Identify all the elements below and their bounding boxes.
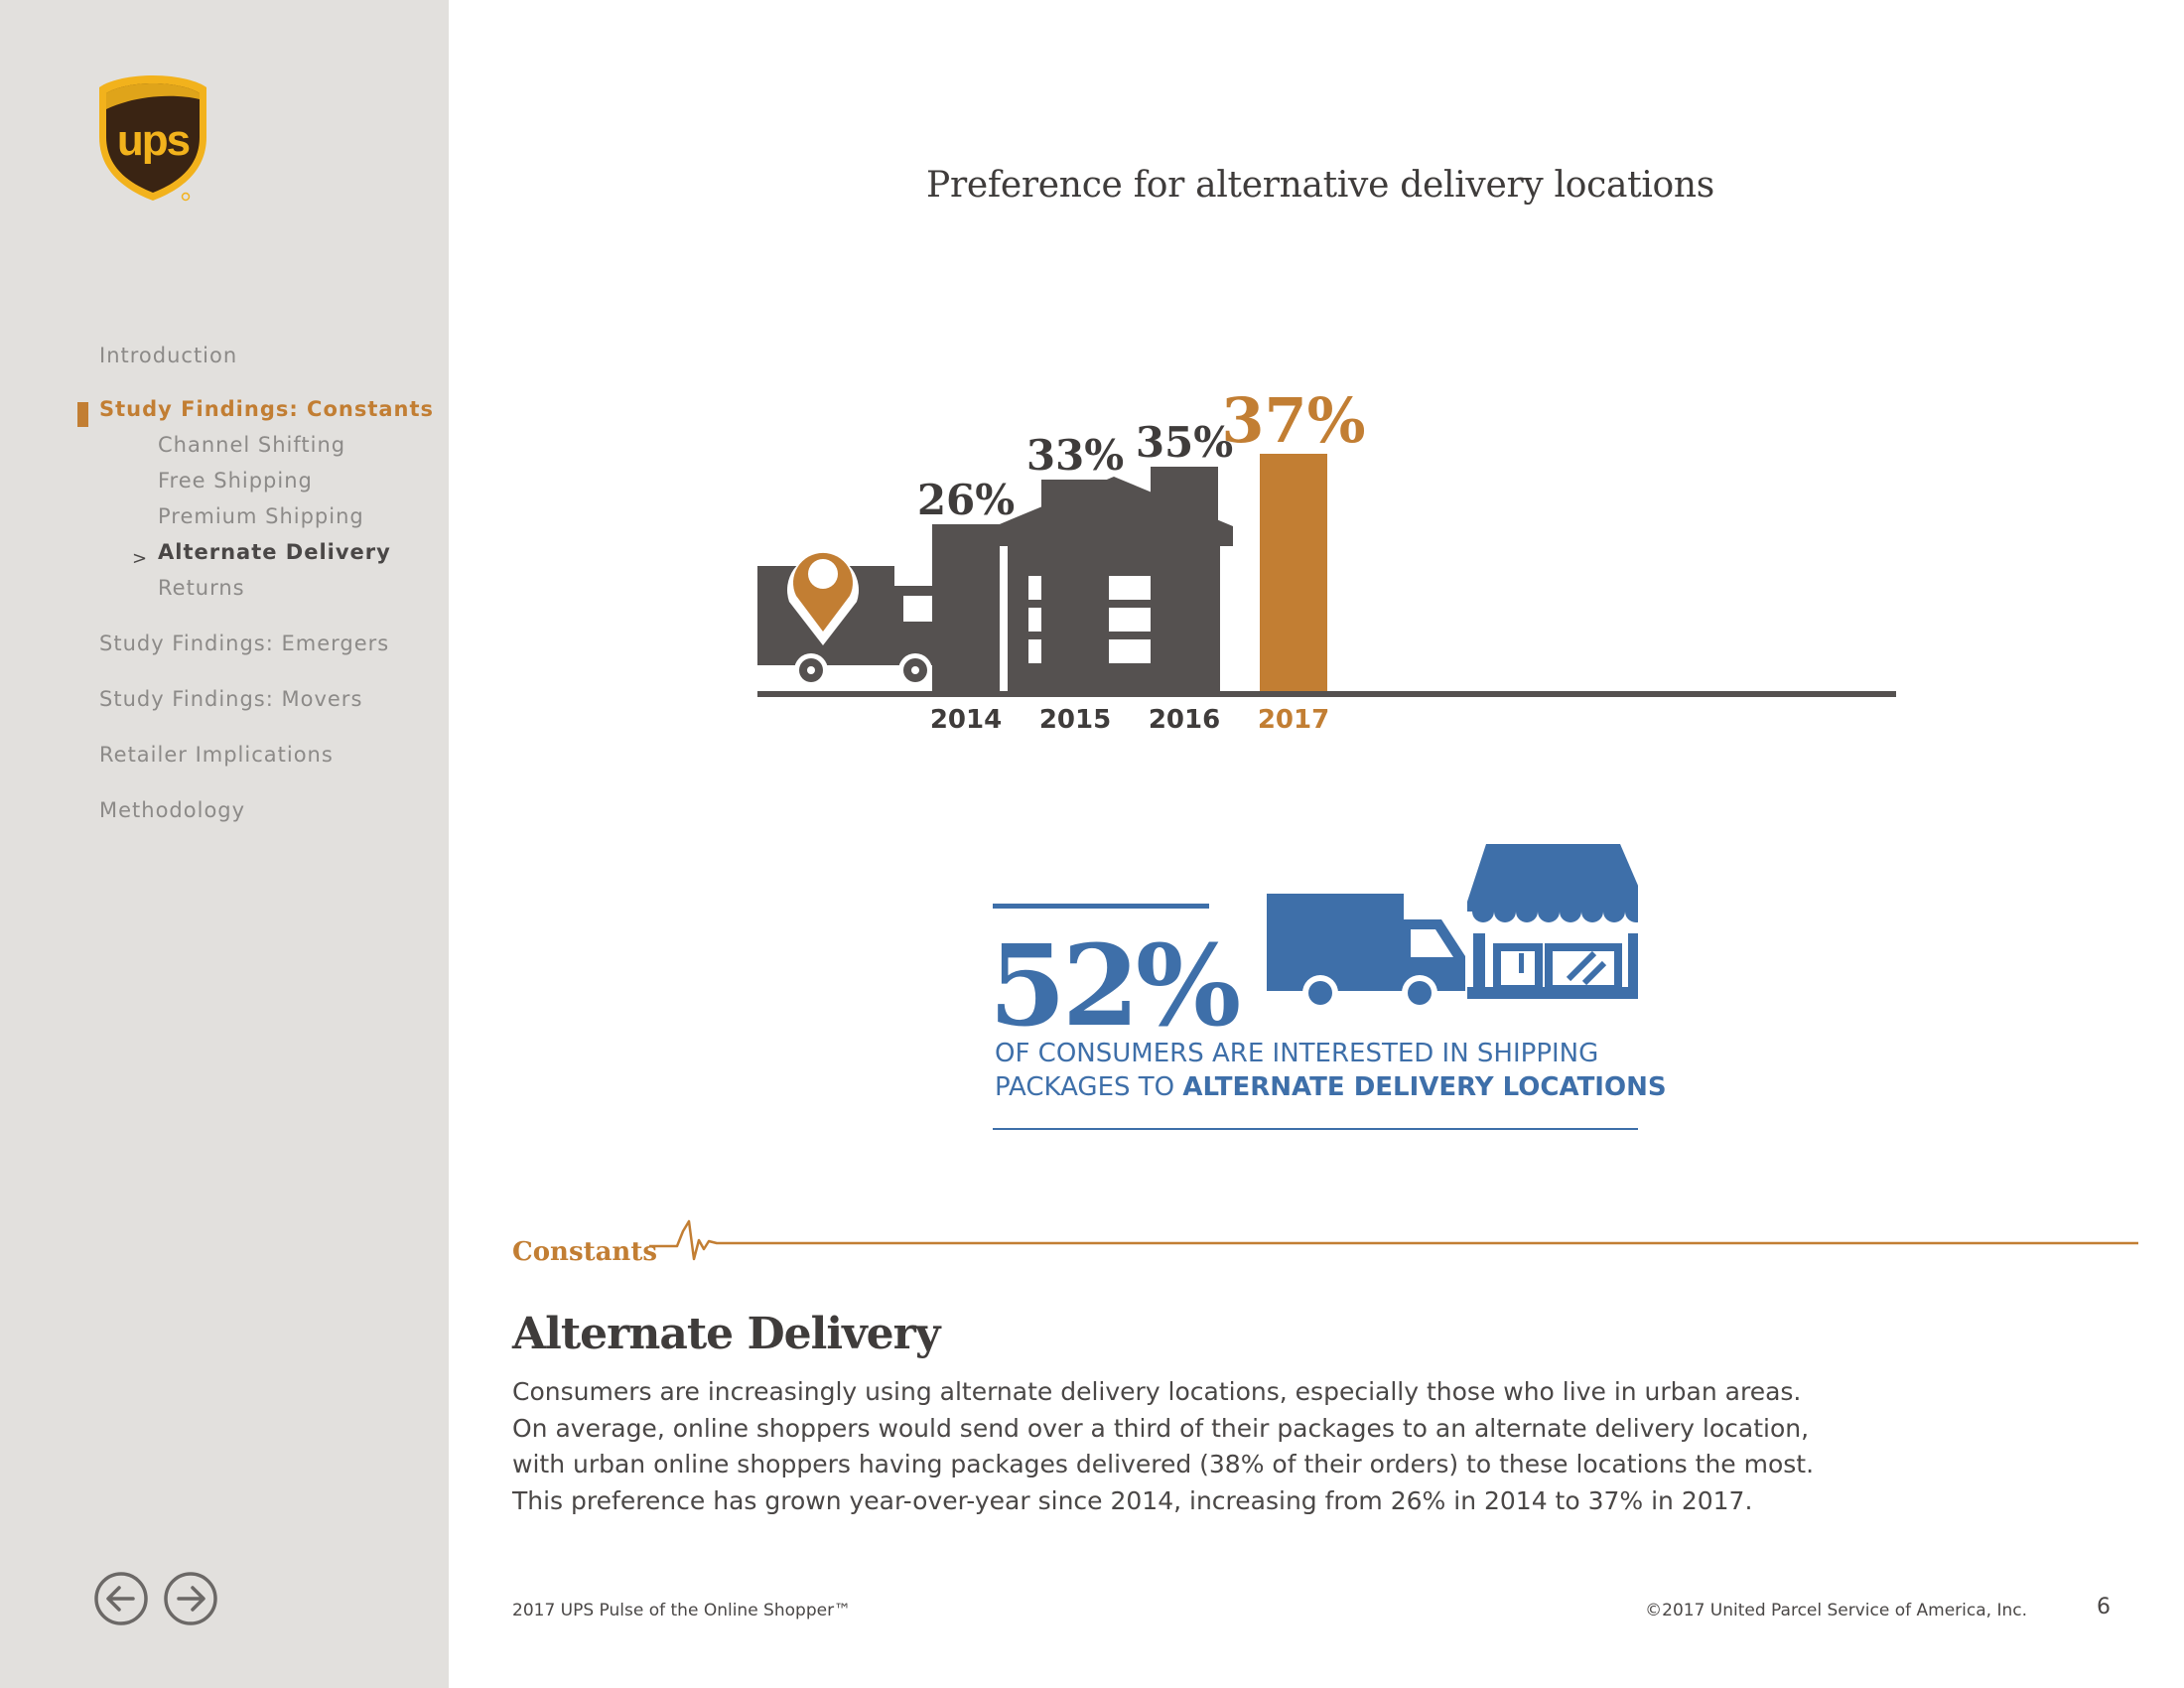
stat-caption-line-1: OF CONSUMERS ARE INTERESTED IN SHIPPING [995,1039,1599,1068]
stat-top-rule [993,904,1209,909]
sidebar-item-free-shipping[interactable]: Free Shipping [158,469,313,492]
sidebar-item-study-findings-emergers[interactable]: Study Findings: Emergers [99,632,390,655]
sidebar-item-retailer-implications[interactable]: Retailer Implications [99,743,334,767]
chart-title: Preference for alternative delivery locations [926,165,1714,206]
category-label-2016: 2016 [1148,705,1221,735]
sidebar-item-methodology[interactable]: Methodology [99,798,246,822]
stat-caption-prefix: PACKAGES TO [995,1072,1183,1102]
arrow-right-circle-icon[interactable] [163,1571,218,1626]
footer-report-title: 2017 UPS Pulse of the Online Shopper™ [512,1601,852,1620]
svg-text:ups: ups [116,116,190,165]
body-line: Consumers are increasingly using alternate delivery locations, especially those who live in urban areas. [512,1377,1802,1406]
bar-2016 [1151,467,1218,691]
bar-chart [735,288,1926,745]
arrow-left-circle-icon[interactable] [93,1571,149,1626]
footer-copyright: ©2017 United Parcel Service of America, Inc. [1645,1601,2027,1620]
section-tag: Constants [512,1237,657,1267]
sidebar-item-study-findings-movers[interactable]: Study Findings: Movers [99,687,363,711]
page-number: 6 [2097,1595,2111,1619]
sidebar-item-study-findings-constants[interactable]: Study Findings: Constants [99,397,435,421]
category-label-2015: 2015 [1038,705,1112,735]
stat-value: 52% [989,921,1238,1052]
body-text [512,1374,1843,1519]
stat-callout [989,842,1667,1130]
category-label-2017: 2017 [1257,705,1330,735]
active-section-marker [77,402,88,427]
bar-2015 [1041,480,1109,691]
current-page-chevron: > [132,548,148,569]
value-label-2017: 37% [1221,384,1366,457]
body-line: This preference has grown year-over-year since 2014, increasing from 26% in 2014 to 37% in 2017. [512,1485,1753,1515]
sidebar-item-returns[interactable]: Returns [158,576,245,600]
delivery-truck-blue-icon [1267,894,1465,1011]
storefront-icon [1467,844,1638,999]
pulse-line-icon [649,1213,2138,1273]
value-label-2014: 26% [916,476,1016,524]
bar-2017 [1260,454,1327,691]
bar-2014 [932,524,1000,691]
sidebar [0,0,449,1688]
section-title: Alternate Delivery [512,1309,940,1359]
sidebar-item-premium-shipping[interactable]: Premium Shipping [158,504,364,528]
stat-bottom-rule [993,1128,1638,1130]
value-label-2015: 33% [1025,431,1125,480]
sidebar-item-channel-shifting[interactable]: Channel Shifting [158,433,346,457]
body-line: On average, online shoppers would send over a third of their packages to an alternate delivery location, [512,1413,1810,1443]
sidebar-item-introduction[interactable]: Introduction [99,344,238,367]
stat-caption-line-2 [995,1072,1667,1102]
category-label-2014: 2014 [929,705,1003,735]
stat-caption-bold: ALTERNATE DELIVERY LOCATIONS [1182,1072,1667,1102]
ups-logo[interactable] [95,73,210,203]
sidebar-item-alternate-delivery[interactable]: Alternate Delivery [158,540,391,564]
body-line: with urban online shoppers having packages delivered (38% of their orders) to these locations the most. [512,1450,1815,1478]
value-label-2016: 35% [1135,418,1234,467]
